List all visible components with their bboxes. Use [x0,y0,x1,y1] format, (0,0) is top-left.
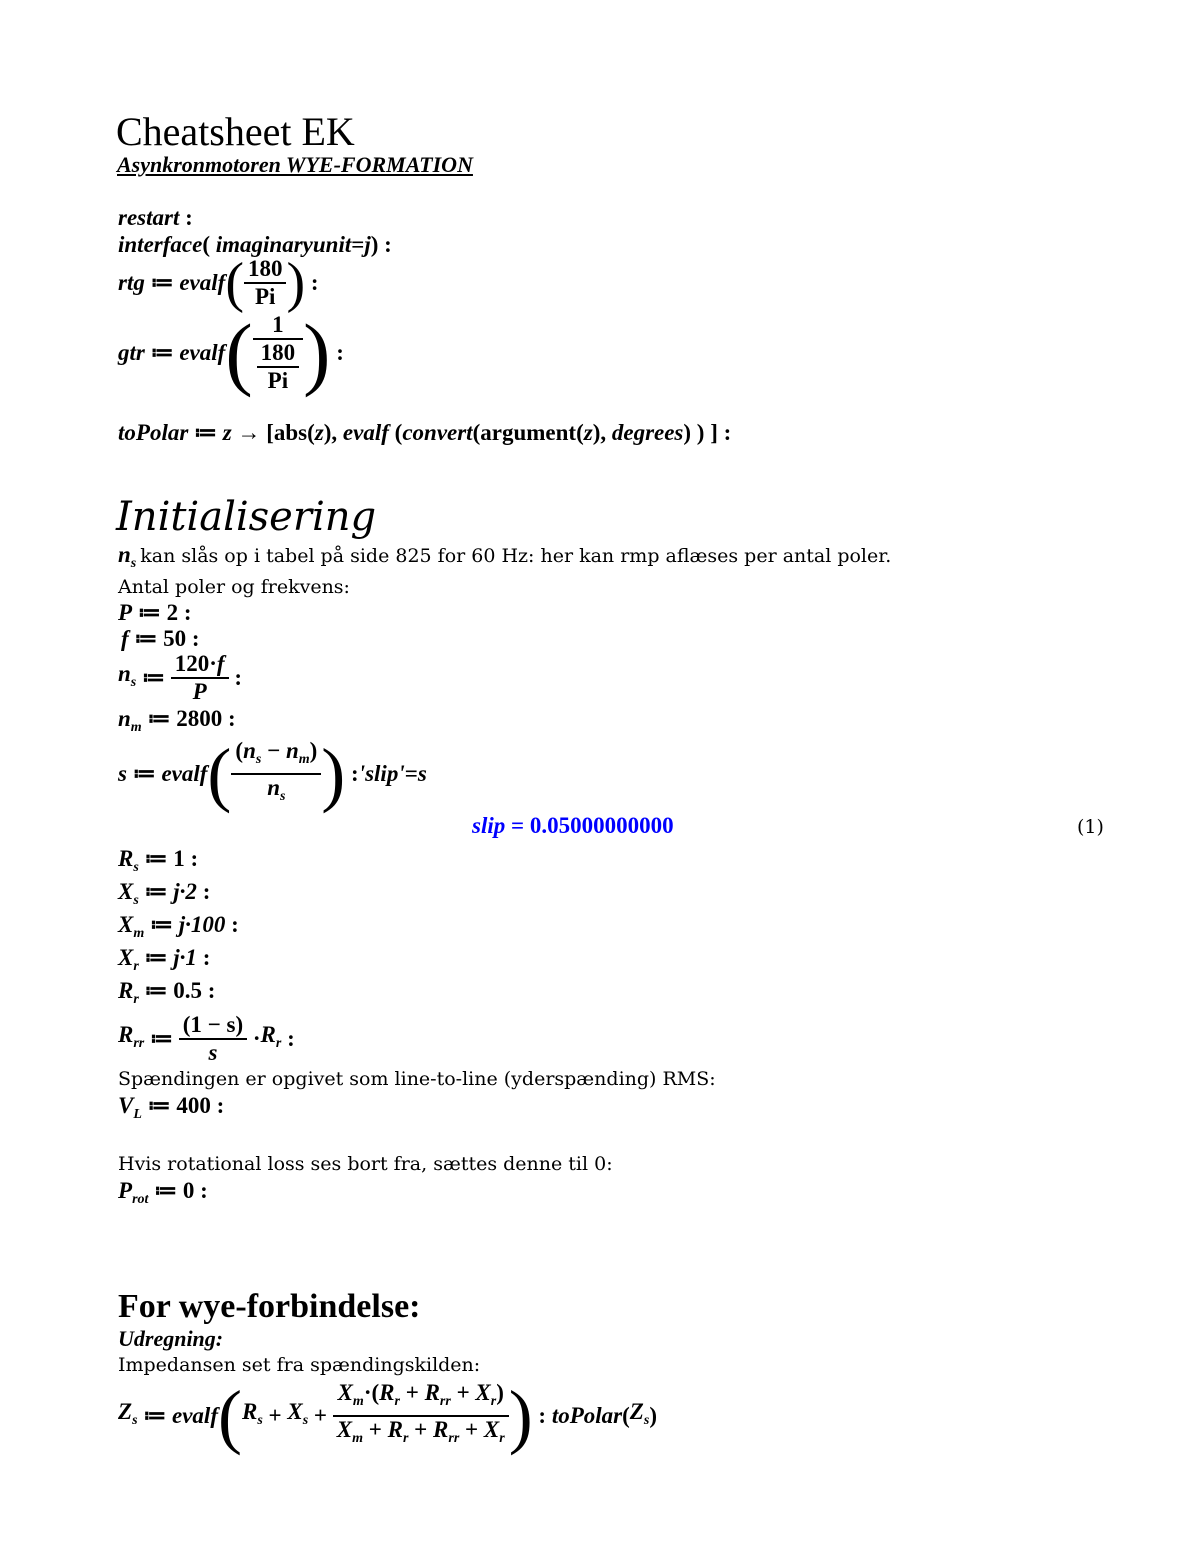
Prot-definition: $P_{rot}$ ≔ 0 : [118,1178,208,1207]
slip-output: slip = 0.05000000000 [472,813,674,838]
restart-line: restart : [118,205,193,230]
ns-note: $n_s$ kan slås op i tabel på side 825 for 60 Hz: her kan rmp aflæses per antal poler. [118,542,892,571]
Rr-definition: $R_r$ ≔ 0.5 : [118,978,216,1007]
Rrr-definition: $R_{rr}$ ≔ $\frac{(1 - s)}{s}$ · $R_r$ : [118,1012,295,1065]
ns-definition: $n_s$ ≔ $\frac{120\cdot f}{P}$ : [118,651,243,704]
subheading-udregning: Udregning: [118,1326,224,1351]
section-heading-wye: For wye-forbindelse: [118,1288,421,1325]
document-title: Cheatsheet EK [116,109,355,154]
equation-number: (1) [1077,816,1104,838]
section-heading-initialisering: Initialisering [116,494,377,540]
voltage-note: Spændingen er opgivet som line-to-line (yderspænding) RMS: [118,1068,716,1090]
rtg-definition: rtg ≔ evalf ( $\frac{180}{Pi}$ ) : [118,252,319,314]
f-definition: f ≔ 50 : [121,626,200,651]
poles-note: Antal poler og frekvens: [118,576,350,598]
document-subtitle: Asynkronmotoren WYE-FORMATION [117,152,473,177]
nm-definition: $n_m$ ≔ 2800 : [118,706,236,735]
Xs-definition: $X_s$ ≔ j·2 : [118,879,211,908]
P-definition: P ≔ 2 : [118,600,192,625]
impedance-note: Impedansen set fra spændingskilden: [118,1354,481,1376]
gtr-definition: gtr ≔ evalf ( $\frac{1}{\frac{180}{Pi}}$ ) : [118,307,344,398]
Xm-definition: $X_m$ ≔ j·100 : [118,912,239,941]
interface-line: interface( imaginaryunit=j) : [118,232,392,257]
topolar-definition: toPolar ≔ z → [abs(z), evalf (convert(argument(z), degrees) ) ] : [118,420,732,445]
Rs-definition: $R_s$ ≔ 1 : [118,846,199,875]
VL-definition: $V_L$ ≔ 400 : [118,1093,225,1122]
rotloss-note: Hvis rotational loss ses bort fra, sættes denne til 0: [118,1153,613,1175]
Zs-definition: $Z_s$ ≔ evalf ( $R_s$ + $X_s$ + $\frac{X_m\cdot(R_r + R_{rr} + X_r)}{X_m + R_r + R_{rr} + X_r}$ ) : toPolar ( $Z_s$ ) [118,1376,657,1456]
slip-definition: s ≔ evalf ( $\frac{(n_s - n_m)}{n_s}$ ) : 'slip' = s [118,734,427,814]
Xr-definition: $X_r$ ≔ j·1 : [118,945,211,974]
